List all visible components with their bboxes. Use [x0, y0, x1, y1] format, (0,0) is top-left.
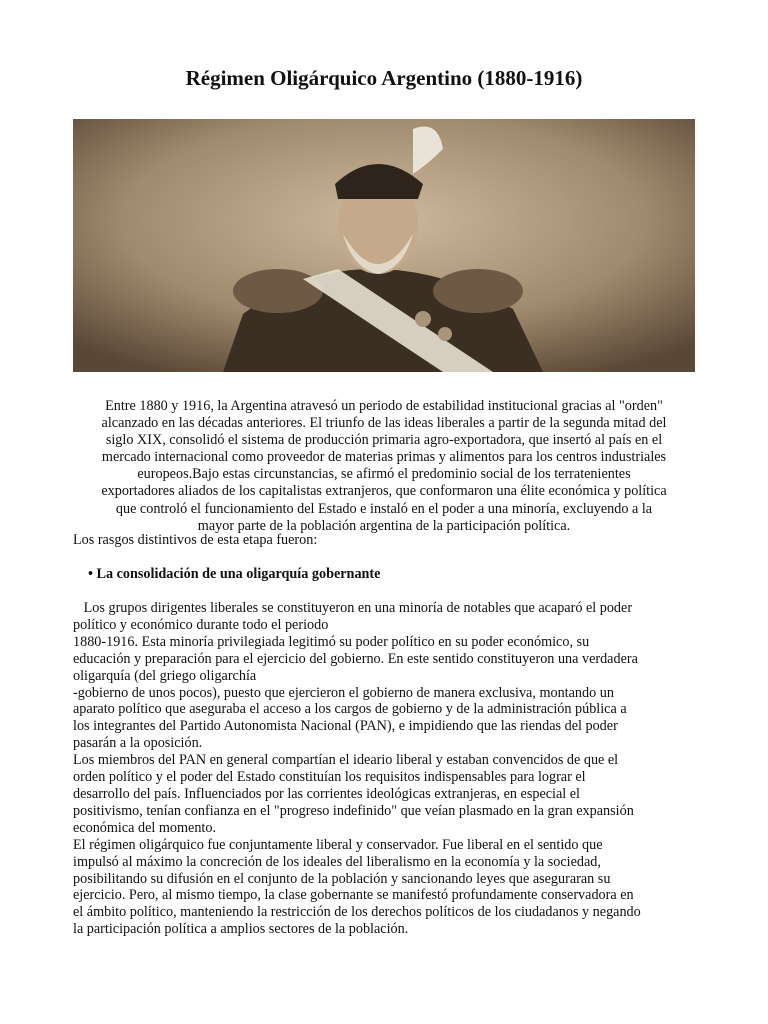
- intro-line: mayor parte de la población argentina de la participación política.: [197, 517, 571, 534]
- body-line: educación y preparación para el ejercicio del gobierno. En este sentido constituyeron una verdadera: [73, 650, 638, 667]
- body-line: desarrollo del país. Influenciados por las corrientes ideológicas extranjeras, en especial el: [73, 785, 581, 802]
- body-line: positivismo, tenían confianza en el "progreso indefinido" que veían plasmado en la gran expansión: [73, 802, 634, 819]
- body-line: político y económico durante todo el periodo: [73, 616, 329, 633]
- body-paragraph: [73, 600, 695, 938]
- intro-line: alcanzado en las décadas anteriores. El triunfo de las ideas liberales a partir de la segunda mitad del: [101, 415, 667, 432]
- intro-line: que controló el funcionamiento del Estado e instaló en el poder a una minoría, excluyendo a la: [115, 500, 653, 517]
- intro-line: Entre 1880 y 1916, la Argentina atravesó un periodo de estabilidad institucional gracias al "orden": [105, 398, 663, 414]
- document-title: Régimen Oligárquico Argentino (1880-1916): [185, 66, 583, 90]
- body-line: los integrantes del Partido Autonomista Nacional (PAN), e impidiendo que las riendas del poder: [73, 718, 618, 735]
- body-line: la participación política a amplios sectores de la población.: [73, 921, 409, 938]
- body-line: oligarquía (del griego oligarchía: [73, 667, 257, 684]
- intro-line: mercado internacional como proveedor de materias primas y alimentos para los centros industriales: [101, 449, 667, 466]
- body-line: aparato político que aseguraba el acceso a los cargos de gobierno y de la administración pública a: [73, 701, 627, 718]
- body-line: posibilitando su difusión en el conjunto de la población y sancionando leyes que aseguraran su: [73, 870, 611, 887]
- body-line: 1880-1916. Esta minoría privilegiada legitimó su poder político en su poder económico, su: [73, 633, 590, 650]
- portrait-illustration: [73, 119, 695, 372]
- features-lead: Los rasgos distintivos de esta etapa fueron:: [73, 532, 318, 548]
- portrait-photo: [73, 119, 695, 372]
- intro-line: exportadores aliados de los capitalistas extranjeros, que conformaron una élite económica y política: [101, 483, 667, 500]
- body-line: ejercicio. Pero, al mismo tiempo, la clase gobernante se manifestó profundamente conservadora en: [73, 887, 634, 904]
- intro-line: siglo XIX, consolidó el sistema de producción primaria agro-exportadora, que insertó al país en el: [105, 432, 663, 449]
- intro-line: europeos.Bajo estas circunstancias, se afirmó el predominio social de los terratenientes: [137, 466, 631, 483]
- body-line: -gobierno de unos pocos), puesto que ejercieron el gobierno de manera exclusiva, montando un: [73, 684, 614, 701]
- section-heading-bullet: • La consolidación de una oligarquía gobernante: [88, 566, 381, 582]
- body-line: pasarán a la oposición.: [73, 735, 203, 752]
- body-line: El régimen oligárquico fue conjuntamente liberal y conservador. Fue liberal en el sentido que: [73, 836, 603, 853]
- body-line: Los miembros del PAN en general compartían el ideario liberal y estaban convencidos de que el: [73, 752, 619, 769]
- body-line: el ámbito político, manteniendo la restricción de los derechos políticos de los ciudadanos y negando: [73, 904, 641, 921]
- body-line: orden político y el poder del Estado constituían los requisitos indispensables para lograr el: [73, 769, 586, 786]
- body-line: Los grupos dirigentes liberales se constituyeron en una minoría de notables que acaparó el poder: [73, 600, 633, 616]
- body-line: impulsó al máximo la concreción de los ideales del liberalismo en la economía y la sociedad,: [73, 853, 601, 870]
- body-line: económica del momento.: [73, 819, 217, 836]
- intro-paragraph: [73, 398, 695, 535]
